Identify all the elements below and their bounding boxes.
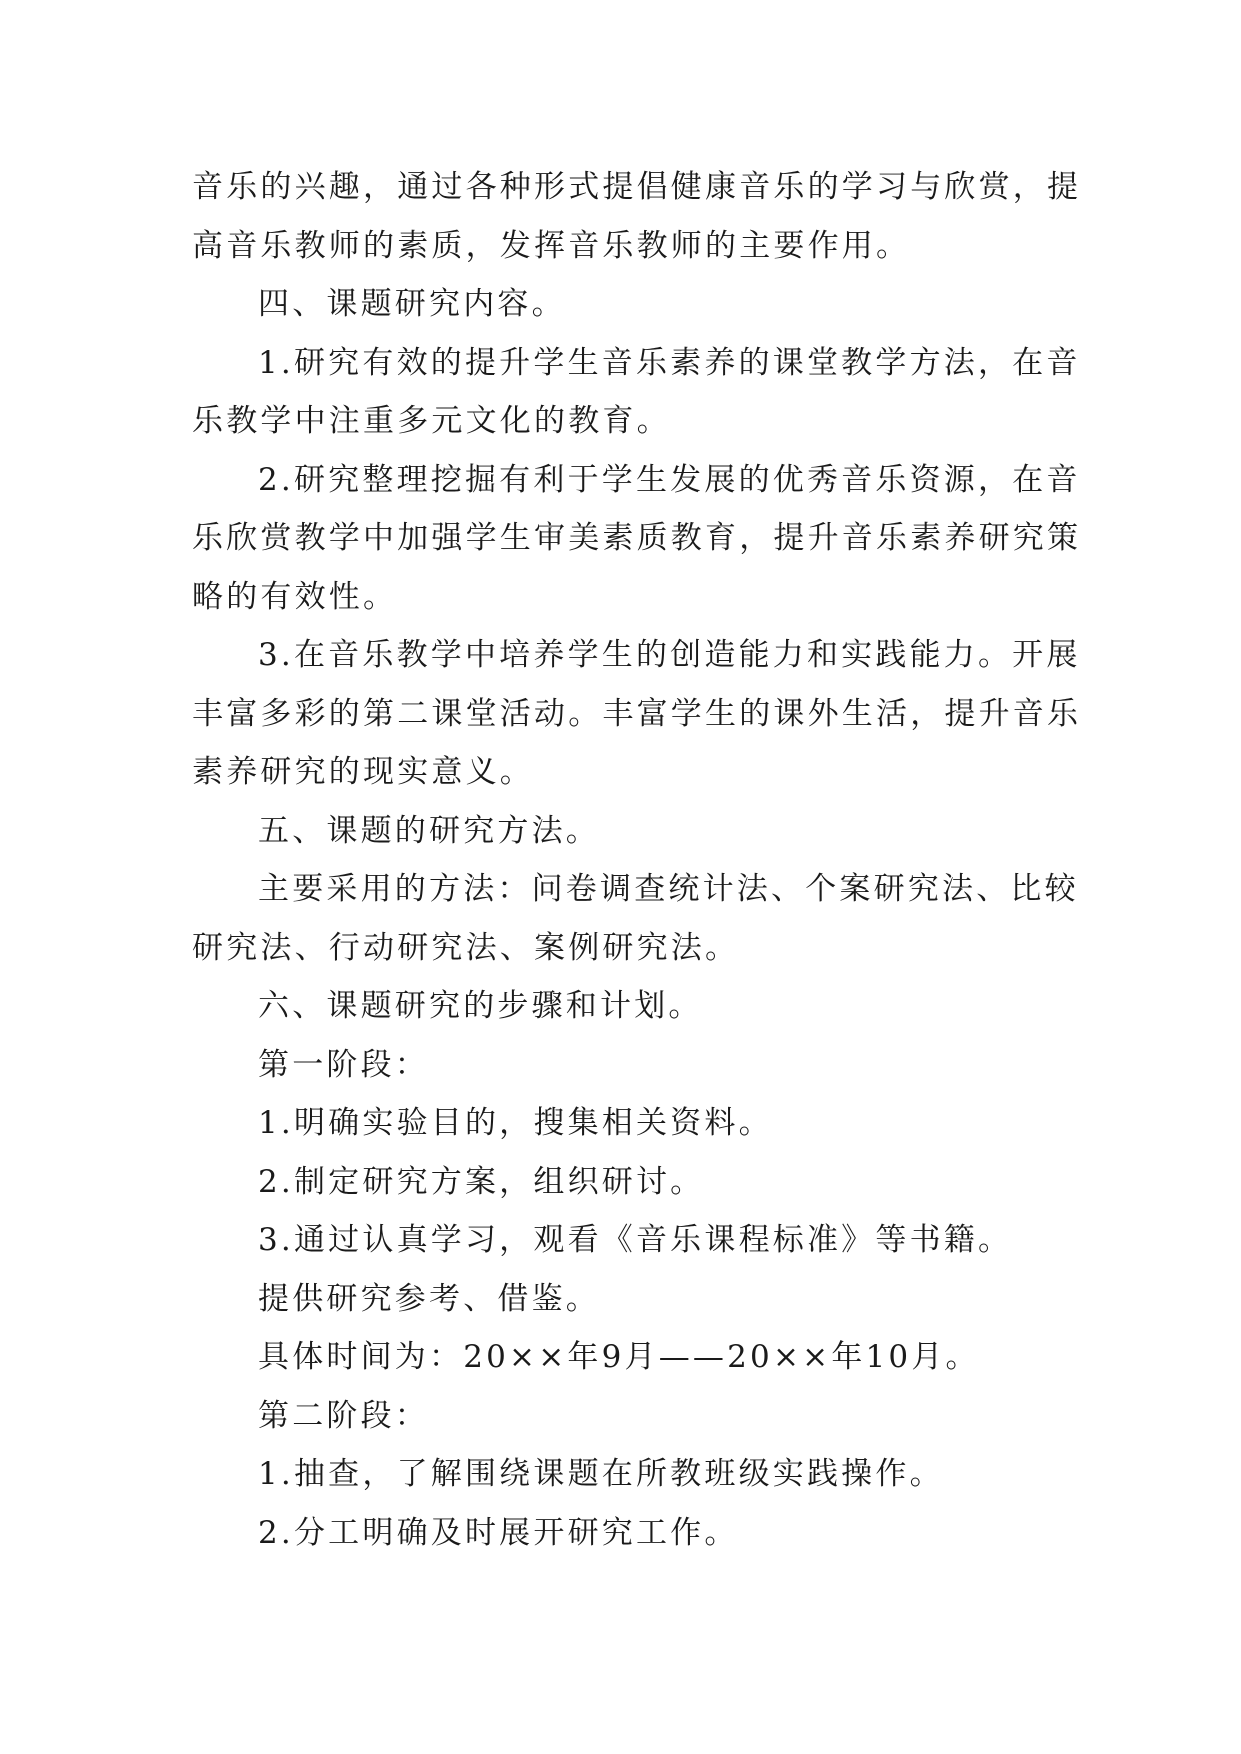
text-line: 五、课题的研究方法。 [258, 812, 600, 849]
text-line: 3.通过认真学习，观看《音乐课程标准》等书籍。 [258, 1222, 1013, 1258]
text-line: 具体时间为：20××年9月——20××年10月。 [258, 1339, 980, 1375]
text-line: 素养研究的现实意义。 [192, 754, 534, 790]
text-line: 高音乐教师的素质，发挥音乐教师的主要作用。 [192, 227, 911, 264]
document-body [192, 158, 1082, 1562]
text-line: 丰富多彩的第二课堂活动。丰富学生的课外生活，提升音乐 [192, 695, 1082, 732]
text-line: 1.明确实验目的，搜集相关资料。 [258, 1105, 773, 1141]
text-line: 2.制定研究方案，组织研讨。 [258, 1163, 705, 1200]
text-line: 2.研究整理挖掘有利于学生发展的优秀音乐资源，在音 [258, 461, 1081, 498]
text-line: 乐教学中注重多元文化的教育。 [192, 403, 671, 439]
text-line: 六、课题研究的步骤和计划。 [258, 988, 703, 1024]
text-line: 第二阶段： [258, 1397, 429, 1434]
text-line: 略的有效性。 [192, 578, 398, 615]
text-line: 主要采用的方法：问卷调查统计法、个案研究法、比较 [258, 871, 1079, 907]
text-line: 2.分工明确及时展开研究工作。 [258, 1514, 739, 1551]
text-line: 3.在音乐教学中培养学生的创造能力和实践能力。开展 [258, 637, 1081, 673]
text-line: 提供研究参考、借鉴。 [258, 1280, 600, 1317]
text-line: 四、课题研究内容。 [258, 286, 566, 322]
text-line: 研究法、行动研究法、案例研究法。 [192, 929, 740, 966]
text-line: 1.抽查，了解围绕课题在所教班级实践操作。 [258, 1456, 944, 1492]
text-line: 音乐的兴趣，通过各种形式提倡健康音乐的学习与欣赏，提 [192, 169, 1082, 205]
text-line: 1.研究有效的提升学生音乐素养的课堂教学方法，在音 [258, 344, 1081, 381]
text-line: 第一阶段： [258, 1046, 429, 1083]
text-line: 乐欣赏教学中加强学生审美素质教育，提升音乐素养研究策 [192, 520, 1082, 556]
